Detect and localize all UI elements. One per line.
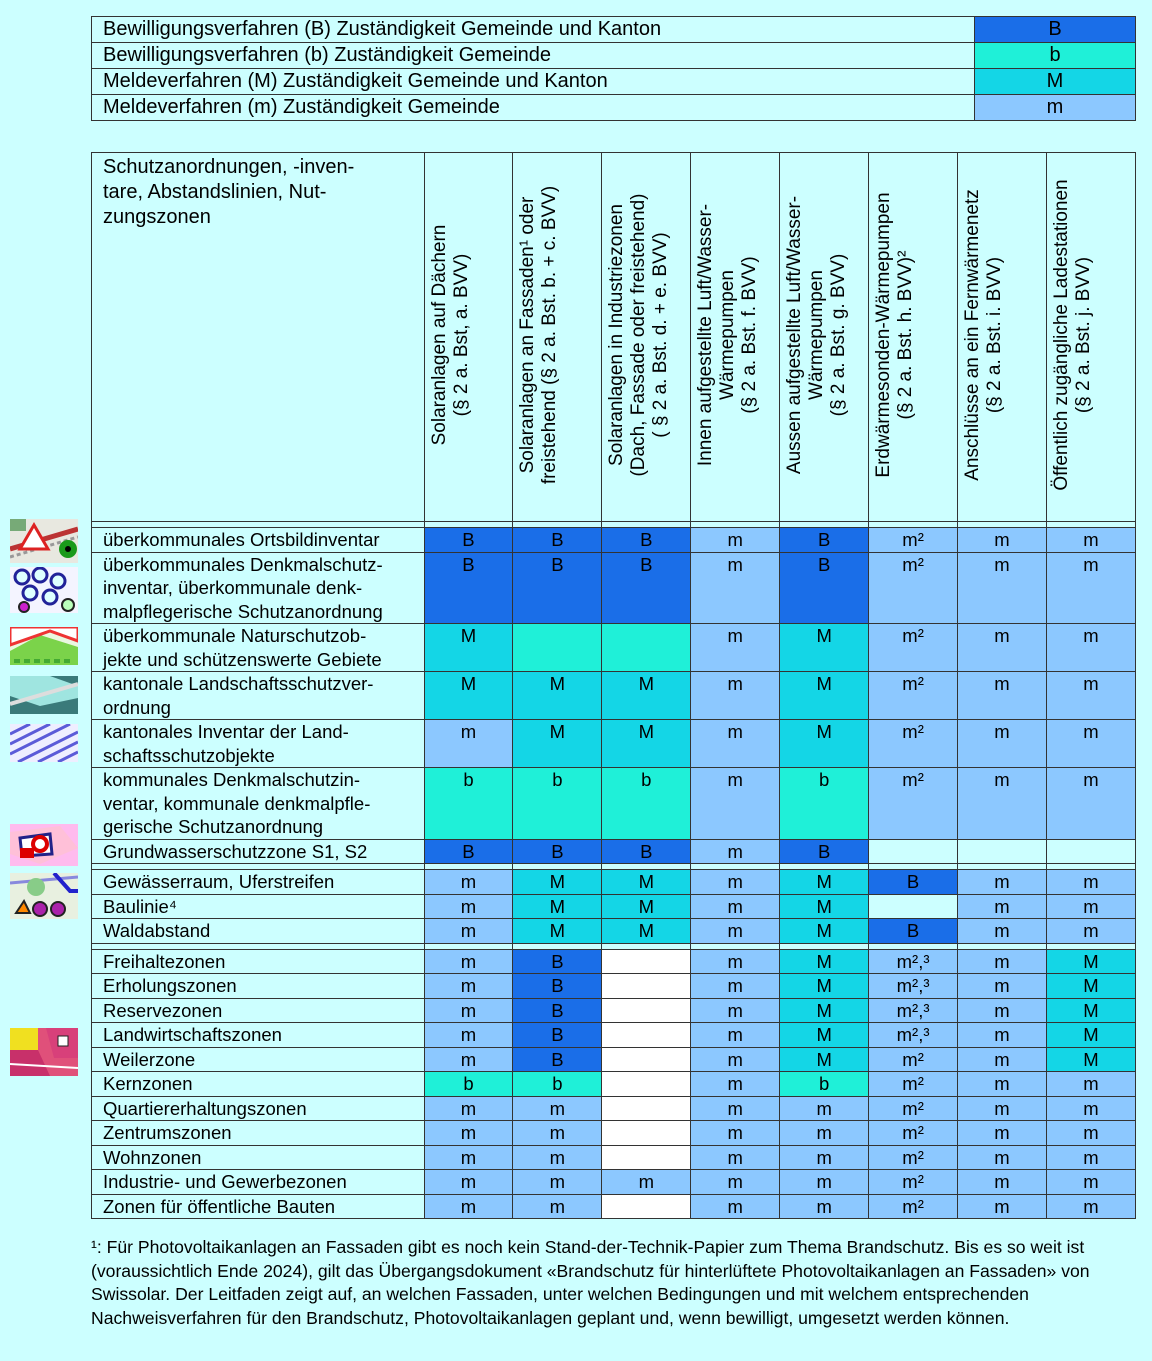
matrix-cell	[602, 974, 691, 999]
row-label: Wohnzonen	[92, 1145, 425, 1170]
matrix-cell	[602, 998, 691, 1023]
matrix-cell: b	[780, 1072, 869, 1097]
matrix-cell: m	[424, 1194, 513, 1219]
matrix-cell	[602, 1121, 691, 1146]
matrix-cell: M	[513, 870, 602, 895]
matrix-cell: b	[780, 768, 869, 840]
matrix-cell: M	[780, 1047, 869, 1072]
matrix-cell	[513, 624, 602, 672]
matrix-cell: m	[1046, 1170, 1135, 1195]
table-row	[92, 1096, 1136, 1121]
row-label: Waldabstand	[92, 919, 425, 944]
row-label: Erholungszonen	[92, 974, 425, 999]
map-thumbnail-zonen	[10, 1028, 78, 1076]
matrix-cell: m	[691, 1047, 780, 1072]
matrix-cell: M	[1046, 974, 1135, 999]
matrix-cell: B	[513, 1023, 602, 1048]
row-label: Reservezonen	[92, 998, 425, 1023]
matrix-cell: m	[424, 1121, 513, 1146]
matrix-cell: m	[958, 1145, 1047, 1170]
matrix-cell: m²,³	[869, 998, 958, 1023]
table-row	[92, 768, 1136, 840]
matrix-cell: M	[513, 919, 602, 944]
matrix-cell: m	[958, 1194, 1047, 1219]
matrix-cell: M	[513, 894, 602, 919]
row-label: kantonale Landschaftsschutzver- ordnung	[92, 672, 425, 720]
matrix-cell: m	[424, 974, 513, 999]
legend-label: Bewilligungsverfahren (b) Zuständigkeit Gemeinde	[92, 43, 975, 69]
matrix-cell: m	[691, 720, 780, 768]
matrix-cell: B	[513, 1047, 602, 1072]
matrix-cell: m	[513, 1170, 602, 1195]
row-label: Grundwasserschutzzone S1, S2	[92, 839, 425, 864]
matrix-cell	[602, 1072, 691, 1097]
matrix-cell: b	[513, 768, 602, 840]
matrix-cell: m²,³	[869, 949, 958, 974]
matrix-cell: m²	[869, 1194, 958, 1219]
column-header-label: Solaranlagen auf Dächern (§ 2 a. Bst, a. BVV)	[428, 224, 472, 446]
matrix-cell: m	[691, 1170, 780, 1195]
matrix-cell: m	[513, 1121, 602, 1146]
matrix-cell: m	[691, 1096, 780, 1121]
table-row	[92, 1072, 1136, 1097]
map-thumbnail-grundwasser	[10, 824, 78, 866]
row-label: Kernzonen	[92, 1072, 425, 1097]
table-row	[92, 672, 1136, 720]
column-header	[1046, 153, 1135, 522]
matrix-cell	[602, 949, 691, 974]
matrix-cell	[958, 839, 1047, 864]
matrix-cell: m	[691, 768, 780, 840]
row-label: Freihaltezonen	[92, 949, 425, 974]
matrix-cell: M	[780, 919, 869, 944]
matrix-cell: B	[780, 839, 869, 864]
matrix-cell: B	[869, 919, 958, 944]
matrix-cell: m	[424, 1047, 513, 1072]
matrix-cell: m²	[869, 1072, 958, 1097]
matrix-cell: m²	[869, 768, 958, 840]
matrix-cell: m	[958, 768, 1047, 840]
matrix-cell: B	[424, 528, 513, 553]
matrix-cell: m²	[869, 1121, 958, 1146]
matrix-cell: m	[424, 949, 513, 974]
matrix-cell: m	[1046, 1096, 1135, 1121]
matrix-cell: m	[424, 998, 513, 1023]
matrix-cell: m	[1046, 720, 1135, 768]
row-label: Gewässerraum, Uferstreifen	[92, 870, 425, 895]
matrix-cell: M	[780, 624, 869, 672]
row-label: Weilerzone	[92, 1047, 425, 1072]
matrix-cell	[1046, 839, 1135, 864]
map-thumbnail-gewaesser	[10, 873, 78, 919]
legend-table	[91, 16, 1136, 121]
matrix-cell: m²,³	[869, 1023, 958, 1048]
row-label: kantonales Inventar der Land- schaftsschutzobjekte	[92, 720, 425, 768]
matrix-cell: m	[691, 894, 780, 919]
matrix-cell: B	[424, 839, 513, 864]
legend-code: M	[975, 69, 1136, 95]
map-thumbnail-landschaft	[10, 676, 78, 714]
matrix-cell: m	[691, 919, 780, 944]
matrix-cell: B	[602, 528, 691, 553]
column-header	[424, 153, 513, 522]
matrix-cell	[602, 1145, 691, 1170]
table-row	[92, 998, 1136, 1023]
matrix-cell: m	[958, 1096, 1047, 1121]
row-label: überkommunales Denkmalschutz- inventar, überkommunale denk- malpflegerische Schutzanordnung	[92, 552, 425, 624]
table-row	[92, 1194, 1136, 1219]
table-row	[92, 552, 1136, 624]
matrix-cell: m²	[869, 1170, 958, 1195]
matrix-cell: M	[780, 672, 869, 720]
matrix-cell: m	[1046, 870, 1135, 895]
matrix-cell: m	[691, 839, 780, 864]
matrix-cell: m	[424, 870, 513, 895]
matrix-cell: m	[1046, 624, 1135, 672]
matrix-cell: B	[513, 998, 602, 1023]
matrix-cell: m	[513, 1096, 602, 1121]
matrix-cell: m	[958, 949, 1047, 974]
matrix-cell: m	[691, 1072, 780, 1097]
matrix-cell: m	[958, 870, 1047, 895]
row-label: Baulinie⁴	[92, 894, 425, 919]
matrix-cell: m	[513, 1145, 602, 1170]
matrix-cell: m	[691, 624, 780, 672]
matrix-cell: B	[513, 974, 602, 999]
matrix-cell: m	[424, 720, 513, 768]
matrix-cell: m	[958, 1072, 1047, 1097]
matrix-cell: m	[958, 1023, 1047, 1048]
matrix-cell: m	[424, 1170, 513, 1195]
table-row	[92, 974, 1136, 999]
matrix-cell: M	[1046, 949, 1135, 974]
map-thumbnail-denkmal	[10, 567, 78, 613]
matrix-cell: m²	[869, 672, 958, 720]
column-header-label: Aussen aufgestellte Luft/Wasser- Wärmepumpen (§ 2 a. Bst. g. BVV)	[784, 195, 850, 475]
matrix-cell	[602, 1096, 691, 1121]
matrix-cell: m	[1046, 1194, 1135, 1219]
matrix-cell: m	[958, 672, 1047, 720]
matrix-cell: m²	[869, 528, 958, 553]
matrix-cell	[602, 1023, 691, 1048]
matrix-cell: M	[1046, 998, 1135, 1023]
matrix-cell: m	[780, 1121, 869, 1146]
matrix-cell: M	[424, 672, 513, 720]
matrix-cell: b	[424, 1072, 513, 1097]
matrix-cell: B	[513, 528, 602, 553]
matrix-cell: m	[602, 1170, 691, 1195]
matrix-cell: B	[780, 528, 869, 553]
matrix-cell: M	[780, 998, 869, 1023]
row-label: Zentrumszonen	[92, 1121, 425, 1146]
matrix-cell: m	[691, 998, 780, 1023]
column-header	[958, 153, 1047, 522]
table-row	[92, 1121, 1136, 1146]
matrix-cell: M	[780, 974, 869, 999]
legend-code: B	[975, 17, 1136, 43]
matrix-cell: m²	[869, 624, 958, 672]
legend-row	[92, 17, 1136, 43]
matrix-cell: m	[424, 1096, 513, 1121]
matrix-cell: m²,³	[869, 974, 958, 999]
legend-row	[92, 95, 1136, 121]
table-row	[92, 949, 1136, 974]
matrix-cell: m²	[869, 1096, 958, 1121]
matrix-cell	[602, 624, 691, 672]
column-header-label: Erdwärmesonden-Wärmepumpen (§ 2 a. Bst. h. BVV)²	[873, 192, 917, 478]
map-thumbnail-naturschutz	[10, 627, 78, 665]
matrix-cell: M	[602, 894, 691, 919]
legend-code: b	[975, 43, 1136, 69]
matrix-cell: M	[513, 720, 602, 768]
row-label: kommunales Denkmalschutzin- ventar, kommunale denkmalpfle- gerische Schutzanordnung	[92, 768, 425, 840]
table-row	[92, 624, 1136, 672]
matrix-cell: m	[1046, 552, 1135, 624]
corner-header: Schutzanordnungen, -inven- tare, Abstandslinien, Nut- zungszonen	[92, 153, 425, 522]
matrix-cell: b	[602, 768, 691, 840]
matrix-cell: M	[780, 1023, 869, 1048]
matrix-cell: m	[780, 1145, 869, 1170]
matrix-cell: b	[513, 1072, 602, 1097]
matrix-cell: m	[1046, 672, 1135, 720]
map-thumbnail-inventar	[10, 724, 78, 762]
matrix-cell: m	[1046, 919, 1135, 944]
matrix-cell: M	[780, 870, 869, 895]
matrix-cell: M	[1046, 1047, 1135, 1072]
matrix-cell: B	[513, 949, 602, 974]
matrix-cell: m	[780, 1096, 869, 1121]
matrix-cell: m	[691, 1145, 780, 1170]
table-row	[92, 919, 1136, 944]
table-row	[92, 870, 1136, 895]
legend-row	[92, 69, 1136, 95]
matrix-cell: M	[780, 894, 869, 919]
matrix-cell: m	[780, 1194, 869, 1219]
legend-code: m	[975, 95, 1136, 121]
matrix-cell: B	[602, 552, 691, 624]
table-row	[92, 894, 1136, 919]
column-header	[691, 153, 780, 522]
matrix-cell: M	[780, 949, 869, 974]
legend-row	[92, 43, 1136, 69]
matrix-cell: m	[1046, 894, 1135, 919]
column-header-label: Öffentlich zugängliche Ladestationen (§ 2 a. Bst. j. BVV)	[1050, 179, 1094, 491]
matrix-cell: m	[958, 720, 1047, 768]
matrix-cell: m²	[869, 552, 958, 624]
matrix-cell: M	[1046, 1023, 1135, 1048]
row-label: Landwirtschaftszonen	[92, 1023, 425, 1048]
matrix-cell: m	[958, 998, 1047, 1023]
table-row	[92, 1145, 1136, 1170]
matrix-cell: m	[691, 949, 780, 974]
row-label: überkommunales Ortsbildinventar	[92, 528, 425, 553]
column-header	[780, 153, 869, 522]
matrix-cell: m	[958, 1170, 1047, 1195]
matrix-cell: m²	[869, 1145, 958, 1170]
matrix-cell: m	[958, 1047, 1047, 1072]
permit-matrix-table	[91, 152, 1136, 1219]
column-header-label: Innen aufgestellte Luft/Wasser- Wärmepumpen (§ 2 a. Bst. f. BVV)	[695, 203, 761, 467]
matrix-cell: M	[424, 624, 513, 672]
matrix-cell: m	[691, 528, 780, 553]
matrix-cell: m	[958, 528, 1047, 553]
header-row	[92, 153, 1136, 522]
matrix-cell: m	[1046, 1121, 1135, 1146]
matrix-cell: m	[958, 1121, 1047, 1146]
matrix-cell: m	[691, 1023, 780, 1048]
matrix-cell	[602, 1047, 691, 1072]
matrix-cell: m	[1046, 528, 1135, 553]
row-label: überkommunale Naturschutzob- jekte und schützenswerte Gebiete	[92, 624, 425, 672]
matrix-cell: m	[958, 919, 1047, 944]
table-row	[92, 1047, 1136, 1072]
table-row	[92, 839, 1136, 864]
matrix-cell: m	[780, 1170, 869, 1195]
table-row	[92, 1170, 1136, 1195]
column-header-label: Solaranlagen in Industriezonen (Dach, Fassade oder freistehend) ( § 2 a. Bst. d. + e. BVV)	[606, 193, 672, 477]
matrix-cell: m	[691, 672, 780, 720]
matrix-cell: m	[424, 919, 513, 944]
footnote: ¹: Für Photovoltaikanlagen an Fassaden gibt es noch kein Stand-der-Technik-Papier zum Thema Brandschutz. Bis es so weit ist (voraussichtlich Ende 2024), gilt das Übergangsdokument «Brandschutz für hinterlüftete Photovoltaikanlagen an Fassaden» von Swissolar. Der Leitfaden zeigt auf, an welchen Fassaden, unter welchen Bedingungen und mit welchem entsprechenden Nachweisverfahren für den Brandschutz, Photovoltaikanlagen geplant und, wenn bewilligt, umgesetzt werden können.	[91, 1237, 1090, 1328]
matrix-cell: m	[691, 974, 780, 999]
matrix-cell: m	[424, 894, 513, 919]
matrix-cell: m	[1046, 1072, 1135, 1097]
matrix-cell: B	[513, 839, 602, 864]
column-header	[869, 153, 958, 522]
table-row	[92, 1023, 1136, 1048]
matrix-cell	[869, 894, 958, 919]
legend-label: Bewilligungsverfahren (B) Zuständigkeit Gemeinde und Kanton	[92, 17, 975, 43]
matrix-cell: m	[958, 624, 1047, 672]
matrix-cell: M	[602, 919, 691, 944]
matrix-cell: m	[958, 552, 1047, 624]
row-label: Quartiererhaltungszonen	[92, 1096, 425, 1121]
matrix-cell: B	[513, 552, 602, 624]
matrix-cell: m	[691, 870, 780, 895]
matrix-cell: m	[513, 1194, 602, 1219]
row-label: Industrie- und Gewerbezonen	[92, 1170, 425, 1195]
matrix-cell: b	[424, 768, 513, 840]
legend-label: Meldeverfahren (M) Zuständigkeit Gemeinde und Kanton	[92, 69, 975, 95]
matrix-cell	[869, 839, 958, 864]
matrix-cell	[602, 1194, 691, 1219]
table-row	[92, 720, 1136, 768]
matrix-cell: B	[602, 839, 691, 864]
matrix-cell: m	[958, 894, 1047, 919]
matrix-cell: B	[869, 870, 958, 895]
matrix-cell: B	[780, 552, 869, 624]
column-header-label: Solaranlagen an Fassaden¹ oder freistehend (§ 2 a. Bst. b. + c. BVV)	[517, 185, 561, 485]
matrix-cell: m²	[869, 720, 958, 768]
row-label: Zonen für öffentliche Bauten	[92, 1194, 425, 1219]
matrix-cell: m²	[869, 1047, 958, 1072]
matrix-cell: m	[691, 1194, 780, 1219]
matrix-cell: M	[602, 672, 691, 720]
matrix-cell: m	[958, 974, 1047, 999]
matrix-cell: B	[424, 552, 513, 624]
table-row	[92, 528, 1136, 553]
matrix-cell: m	[424, 1145, 513, 1170]
legend-label: Meldeverfahren (m) Zuständigkeit Gemeinde	[92, 95, 975, 121]
matrix-cell: M	[602, 720, 691, 768]
matrix-cell: M	[513, 672, 602, 720]
column-header-label: Anschlüsse an ein Fernwärmenetz (§ 2 a. Bst. i. BVV)	[962, 189, 1006, 481]
column-header	[513, 153, 602, 522]
matrix-cell: m	[424, 1023, 513, 1048]
matrix-cell: m	[691, 1121, 780, 1146]
map-thumbnail-ortsbild	[10, 519, 78, 563]
matrix-cell: m	[1046, 1145, 1135, 1170]
matrix-cell: m	[1046, 768, 1135, 840]
matrix-cell: M	[602, 870, 691, 895]
column-header	[602, 153, 691, 522]
matrix-cell: m	[691, 552, 780, 624]
matrix-cell: M	[780, 720, 869, 768]
